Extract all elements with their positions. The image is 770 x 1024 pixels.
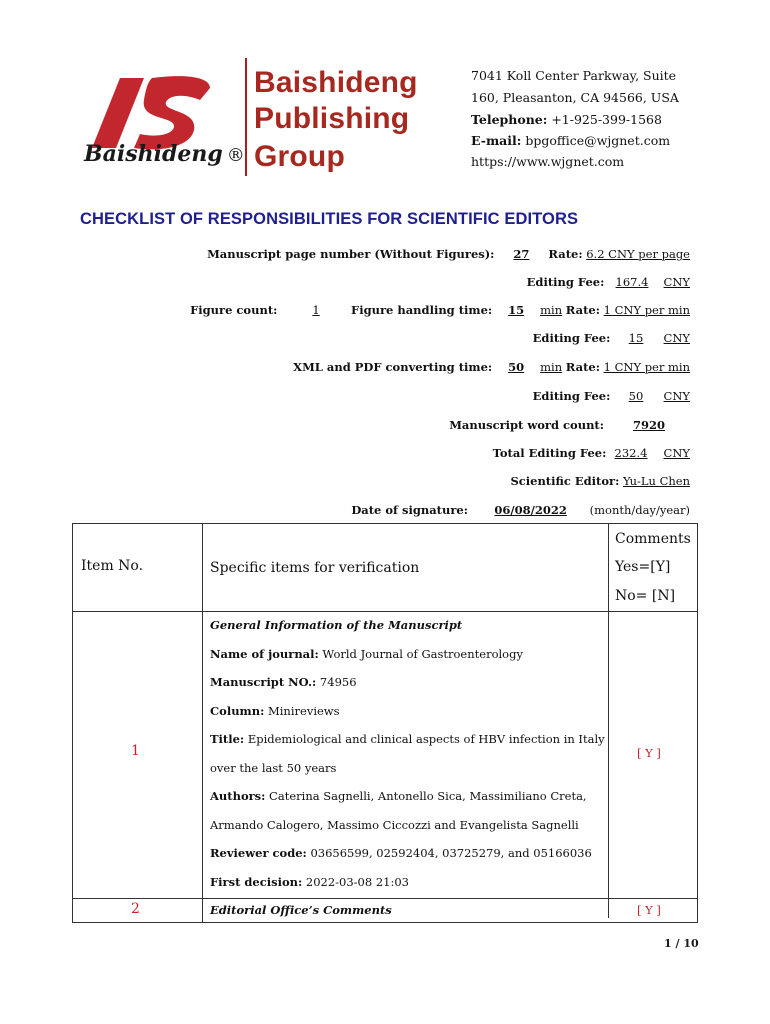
first-decision: First decision: 2022-03-08 21:03 [210, 875, 409, 889]
manuscript-pages-line: Manuscript page number (Without Figures): 27 Rate: 6.2 CNY per page [207, 247, 690, 261]
page-editing-fee-line: Editing Fee: 167.4 CNY [526, 275, 690, 289]
logo-wordmark: Baishideng ® [84, 141, 245, 167]
comment-column-divider [609, 898, 698, 899]
row-2-comment: [ Y ] [637, 903, 661, 917]
col-header-items: Specific items for verification [210, 560, 420, 576]
total-fee-line: Total Editing Fee: 232.4 CNY [492, 446, 690, 460]
col-header-item-no: Item No. [81, 558, 144, 574]
section-heading-editorial: Editorial Office’s Comments [210, 903, 392, 917]
xml-editing-fee-line: Editing Fee: 50 CNY [532, 389, 690, 403]
authors-line-1: Authors: Caterina Sagnelli, Antonello Sica, Massimiliano Creta, [210, 789, 587, 803]
row-number-2: 2 [131, 901, 140, 917]
document-title: CHECKLIST OF RESPONSIBILITIES FOR SCIENTIFIC EDITORS [80, 210, 579, 228]
row-1-comment: [ Y ] [637, 746, 661, 760]
brand-name-line-2: Publishing [254, 102, 410, 135]
section-heading-general: General Information of the Manuscript [210, 618, 463, 632]
authors-line-2: Armando Calogero, Massimo Ciccozzi and Evangelista Sagnelli [210, 818, 579, 832]
manuscript-number: Manuscript NO.: 74956 [210, 675, 357, 689]
brand-name-line-1: Baishideng [254, 66, 418, 99]
scientific-editor-line: Scientific Editor: Yu-Lu Chen [510, 474, 690, 488]
website-link[interactable]: https://www.wjgnet.com [471, 154, 625, 169]
word-count-line: Manuscript word count: 7920 [449, 418, 665, 432]
table-col-divider-2 [608, 524, 609, 611]
reviewer-codes: Reviewer code: 03656599, 02592404, 03725279, and 05166036 [210, 846, 592, 860]
manuscript-column: Column: Minireviews [210, 704, 340, 718]
xml-conversion-line: XML and PDF converting time: 50 min Rate: 1 CNY per min [293, 360, 690, 374]
page-number: 1 / 10 [664, 937, 699, 950]
table-col-divider-1 [202, 524, 203, 922]
table-header-divider [73, 611, 697, 612]
journal-name: Name of journal: World Journal of Gastroenterology [210, 647, 523, 661]
figure-line: Figure count: 1 Figure handling time: 15 min Rate: 1 CNY per min [190, 303, 690, 317]
manuscript-title-line-2: over the last 50 years [210, 761, 337, 775]
logo-divider [245, 58, 247, 176]
telephone: Telephone: +1-925-399-1568 [471, 112, 662, 127]
manuscript-title-line-1: Title: Epidemiological and clinical aspects of HBV infection in Italy [210, 732, 605, 746]
no-legend: No= [N] [615, 588, 676, 604]
address-line-1: 7041 Koll Center Parkway, Suite [471, 68, 677, 83]
comment-column-box [608, 611, 698, 918]
col-header-comments: Comments [615, 531, 691, 547]
signature-date-line: Date of signature: 06/08/2022 (month/day/year) [351, 503, 690, 517]
brand-name-line-3: Group [254, 140, 345, 173]
verification-table [72, 523, 698, 923]
table-row-divider [73, 898, 697, 899]
address-line-2: 160, Pleasanton, CA 94566, USA [471, 90, 679, 105]
row-number-1: 1 [131, 743, 140, 759]
email[interactable]: E-mail: bpgoffice@wjgnet.com [471, 133, 671, 148]
yes-legend: Yes=[Y] [615, 559, 671, 575]
figure-editing-fee-line: Editing Fee: 15 CNY [532, 331, 690, 345]
